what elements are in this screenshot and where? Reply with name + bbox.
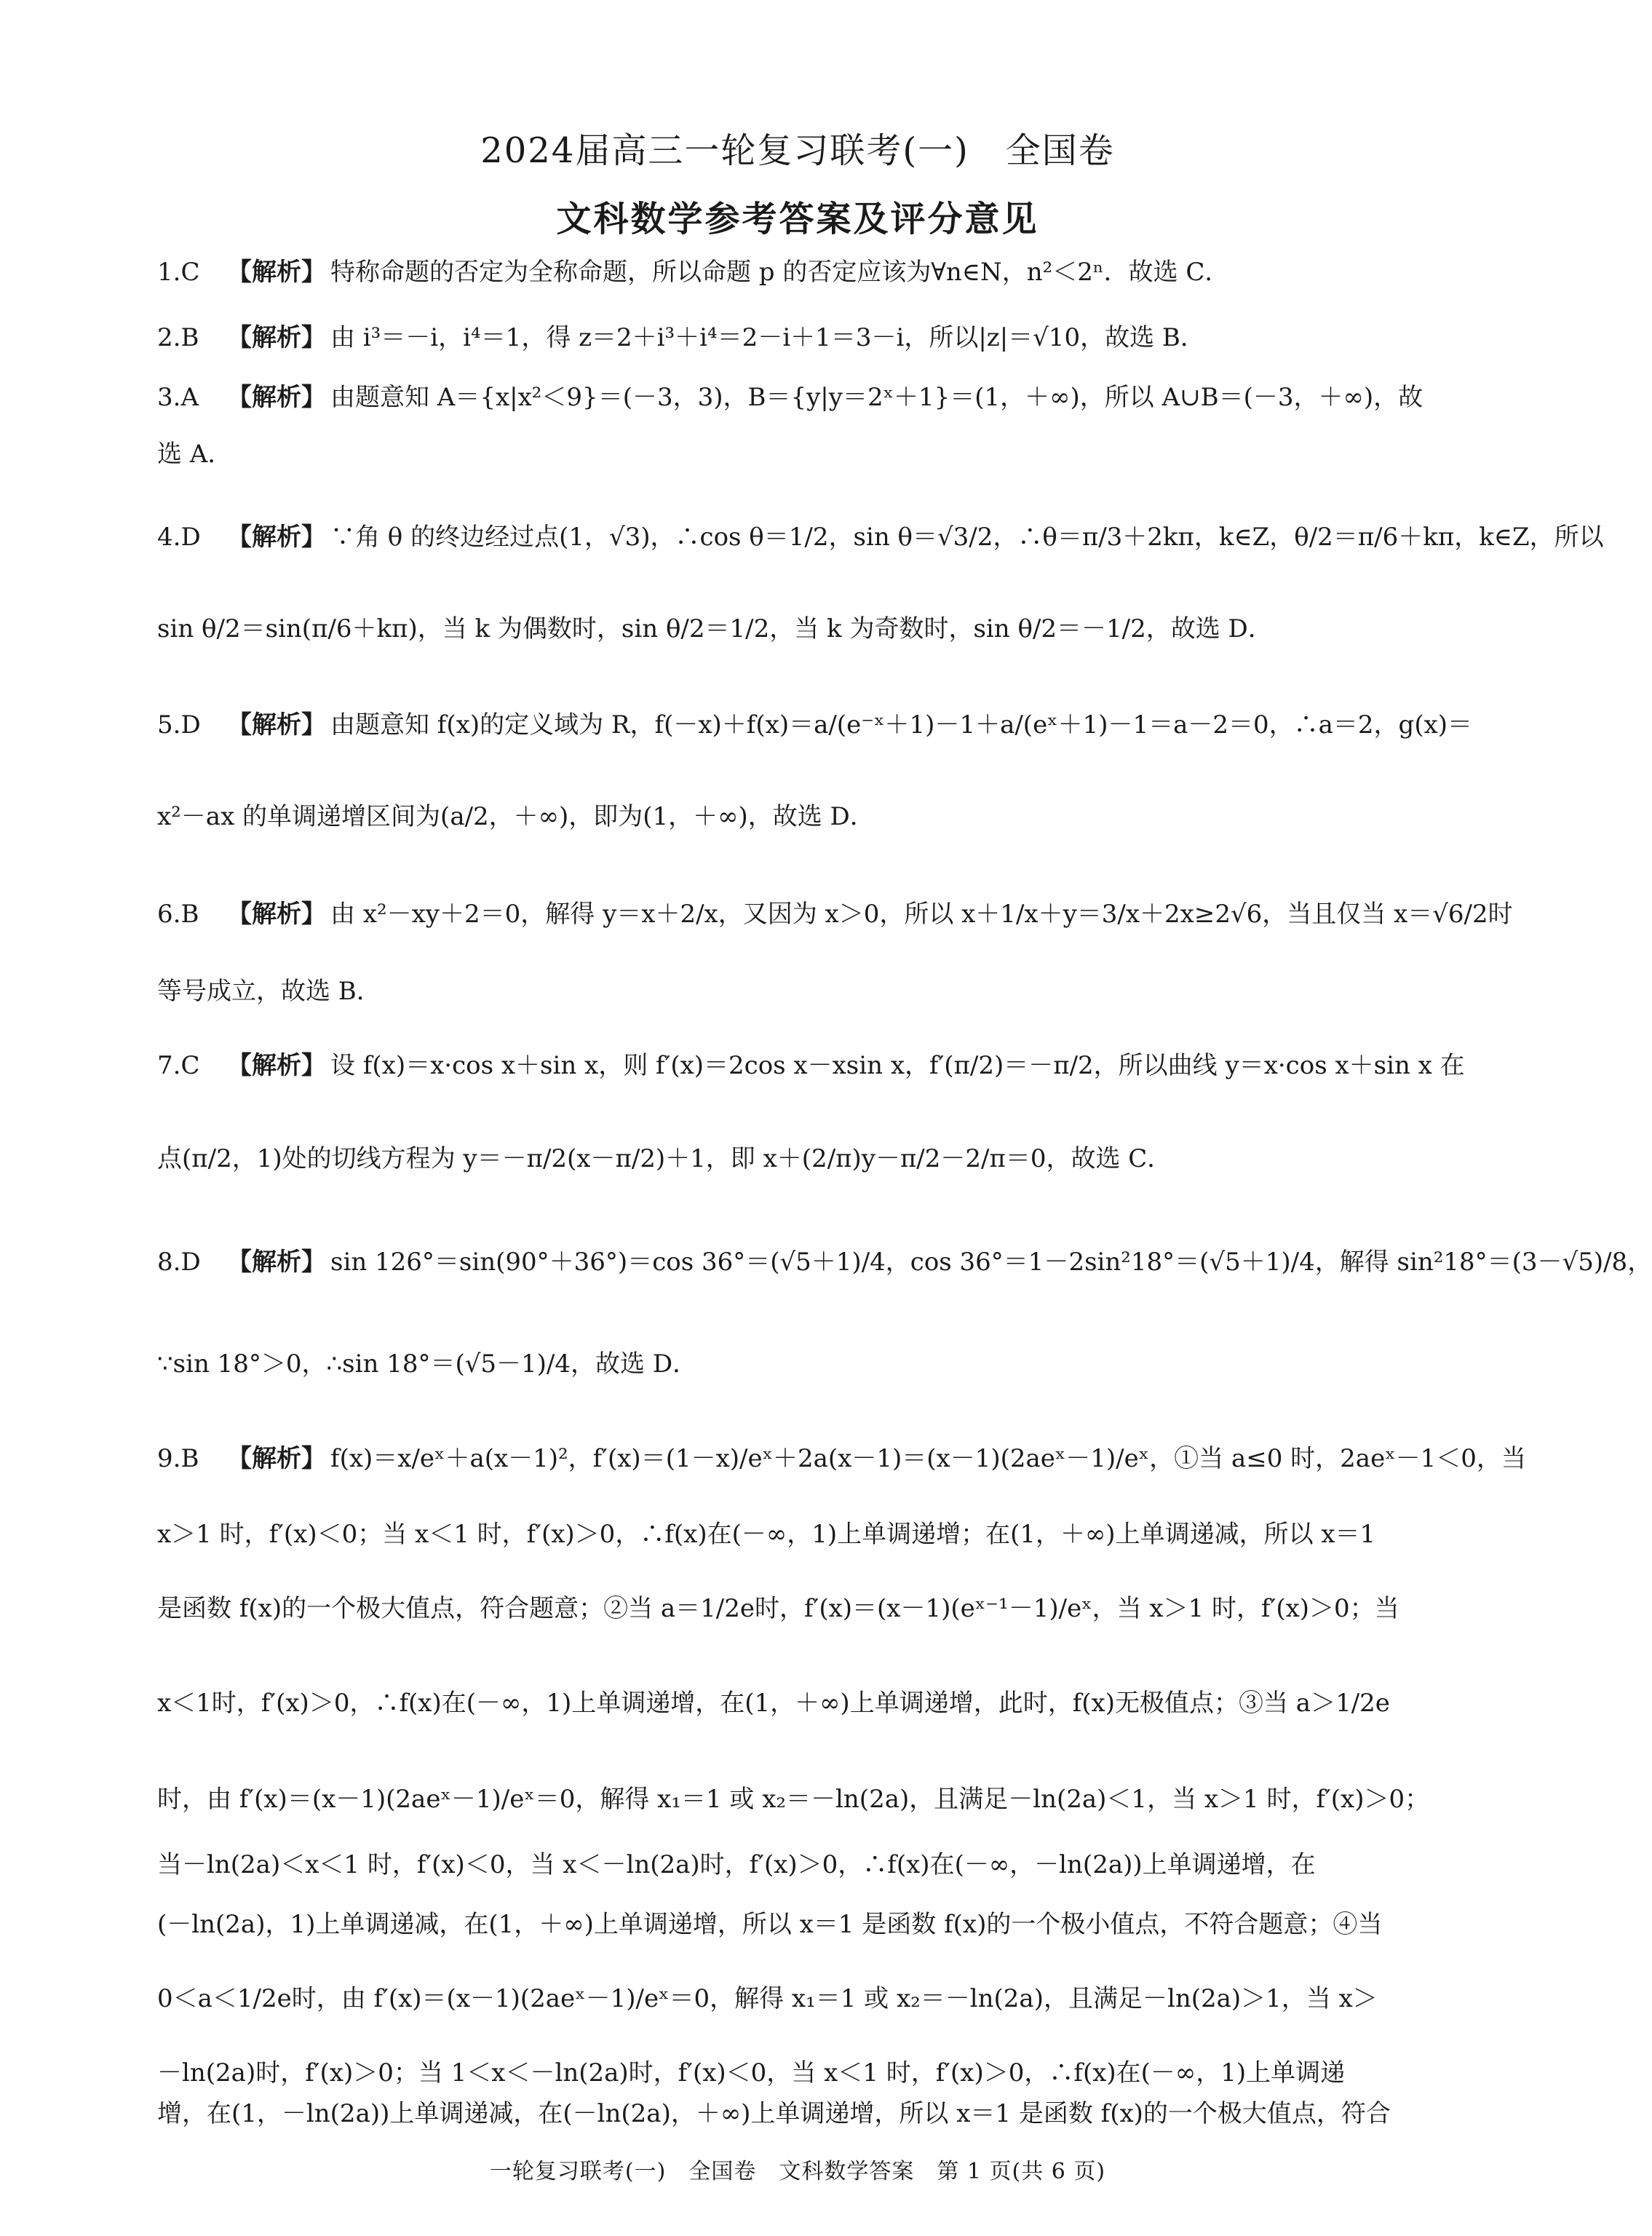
analysis-tag: 【解析】 [227,1444,326,1473]
answer-6-cont: 等号成立，故选 B． [157,977,381,1006]
answer-2 [157,320,1489,355]
answer-text: f(x)＝x/eˣ＋a(x－1)²，f′(x)＝(1－x)/eˣ＋2a(x－1)＝(x－1)(2aeˣ－1)/eˣ，①当 a≤0 时，2aeˣ－1＜0，当 [330,1444,1526,1473]
answer-8 [157,1245,1652,1280]
analysis-tag: 【解析】 [227,710,326,740]
answer-number: 9.B [157,1444,199,1473]
answer-text: ∵角 θ 的终边经过点(1，√3)，∴cos θ＝1/2，sin θ＝√3/2，∴θ＝π/3＋2kπ，k∈Z，θ/2＝π/6＋kπ，k∈Z，所以 [330,523,1604,552]
answer-text: 由 i³＝－i，i⁴＝1，得 z＝2＋i³＋i⁴＝2－i＋1＝3－i，所以|z|＝√10，故选 B． [330,323,1205,352]
answer-9-cont: x＞1 时，f′(x)＜0；当 x＜1 时，f′(x)＞0，∴f(x)在(－∞，1)上单调递增；在(1，＋∞)上单调递减，所以 x＝1 [157,1520,1376,1549]
answer-6 [157,897,1513,932]
answer-3 [157,380,1489,415]
answer-text: 特称命题的否定为全称命题，所以命题 p 的否定应该为∀n∈N，n²＜2ⁿ．故选 C． [330,258,1230,287]
answer-9-cont: －ln(2a)时，f′(x)＞0；当 1＜x＜－ln(2a)时，f′(x)＜0，当 x＜1 时，f′(x)＞0，∴f(x)在(－∞，1)上单调递 [157,2058,1346,2088]
answer-number: 3.A [157,383,199,412]
answer-number: 1.C [157,258,200,287]
answer-number: 6.B [157,900,199,929]
answer-text: 由 x²－xy＋2＝0，解得 y＝x＋2/x，又因为 x＞0，所以 x＋1/x＋y＝3/x＋2x≥2√6，当且仅当 x＝√6/2时 [330,900,1513,929]
answer-9-cont: 增，在(1，－ln(2a))上单调递减，在(－ln(2a)，＋∞)上单调递增，所以 x＝1 是函数 f(x)的一个极大值点，符合 [157,2099,1391,2128]
analysis-tag: 【解析】 [227,323,326,352]
answer-number: 5.D [157,710,201,740]
answer-4-cont: sin θ/2＝sin(π/6＋kπ)，当 k 为偶数时，sin θ/2＝1/2，当 k 为奇数时，sin θ/2＝－1/2，故选 D． [157,614,1273,643]
answer-9-cont: 是函数 f(x)的一个极大值点，符合题意；②当 a＝1/2e时，f′(x)＝(x－1)(eˣ⁻¹－1)/eˣ，当 x＞1 时，f′(x)＞0；当 [157,1594,1399,1623]
answer-number: 4.D [157,523,201,552]
answer-9 [157,1441,1526,1476]
analysis-tag: 【解析】 [227,1248,326,1277]
answer-subtitle: 文科数学参考答案及评分意见 [556,199,1039,239]
answer-5 [157,707,1489,742]
answer-9-cont: 0＜a＜1/2e时，由 f′(x)＝(x－1)(2aeˣ－1)/eˣ＝0，解得 x₁＝1 或 x₂＝－ln(2a)，且满足－ln(2a)＞1，当 x＞ [157,1984,1378,2013]
answer-8-cont: ∵sin 18°＞0，∴sin 18°＝(√5－1)/4，故选 D． [157,1349,698,1379]
analysis-tag: 【解析】 [227,900,326,929]
analysis-tag: 【解析】 [227,258,326,287]
answer-text: 由题意知 A＝{x|x²＜9}＝(－3，3)，B＝{y|y＝2ˣ＋1}＝(1，＋∞)，所以 A∪B＝(－3，＋∞)，故 [330,383,1423,412]
answer-4 [157,520,1604,555]
answer-5-cont: x²－ax 的单调递增区间为(a/2，＋∞)，即为(1，＋∞)，故选 D． [157,802,875,831]
answer-number: 8.D [157,1248,201,1277]
answer-9-cont: (－ln(2a)，1)上单调递减，在(1，＋∞)上单调递增，所以 x＝1 是函数 f(x)的一个极小值点，不符合题意；④当 [157,1910,1383,1939]
analysis-tag: 【解析】 [227,383,326,412]
answer-9-cont: x＜1时，f′(x)＞0，∴f(x)在(－∞，1)上单调递增，在(1，＋∞)上单调递增，此时，f(x)无极值点；③当 a＞1/2e [157,1689,1390,1718]
answer-text: sin 126°＝sin(90°＋36°)＝cos 36°＝(√5＋1)/4，cos 36°＝1－2sin²18°＝(√5＋1)/4，解得 sin²18°＝(3－√5)/8， [330,1248,1652,1277]
answer-text: 由题意知 f(x)的定义域为 R，f(－x)＋f(x)＝a/(e⁻ˣ＋1)－1＋a/(eˣ＋1)－1＝a－2＝0，∴a＝2，g(x)＝ [330,710,1473,740]
answer-number: 2.B [157,323,199,352]
answer-text: 设 f(x)＝x·cos x＋sin x，则 f′(x)＝2cos x－xsin x，f′(π/2)＝－π/2，所以曲线 y＝x·cos x＋sin x 在 [330,1051,1465,1080]
answer-7-cont: 点(π/2，1)处的切线方程为 y＝－π/2(x－π/2)＋1，即 x＋(2/π)y－π/2－2/π＝0，故选 C． [157,1144,1172,1173]
exam-title: 2024届高三一轮复习联考(一) 全国卷 [480,130,1115,171]
analysis-tag: 【解析】 [227,1051,326,1080]
answer-1 [157,255,1489,290]
answer-3-cont: 选 A． [157,440,233,469]
answer-number: 7.C [157,1051,200,1080]
answer-7 [157,1048,1489,1083]
analysis-tag: 【解析】 [227,523,326,552]
page-footer: 一轮复习联考(一) 全国卷 文科数学答案 第 1 页(共 6 页) [489,2159,1106,2184]
answer-9-cont: 时，由 f′(x)＝(x－1)(2aeˣ－1)/eˣ＝0，解得 x₁＝1 或 x₂＝－ln(2a)，且满足－ln(2a)＜1，当 x＞1 时，f′(x)＞0； [157,1785,1430,1814]
answer-9-cont: 当－ln(2a)＜x＜1 时，f′(x)＜0，当 x＜－ln(2a)时，f′(x)＞0，∴f(x)在(－∞，－ln(2a))上单调递增，在 [157,1850,1316,1879]
